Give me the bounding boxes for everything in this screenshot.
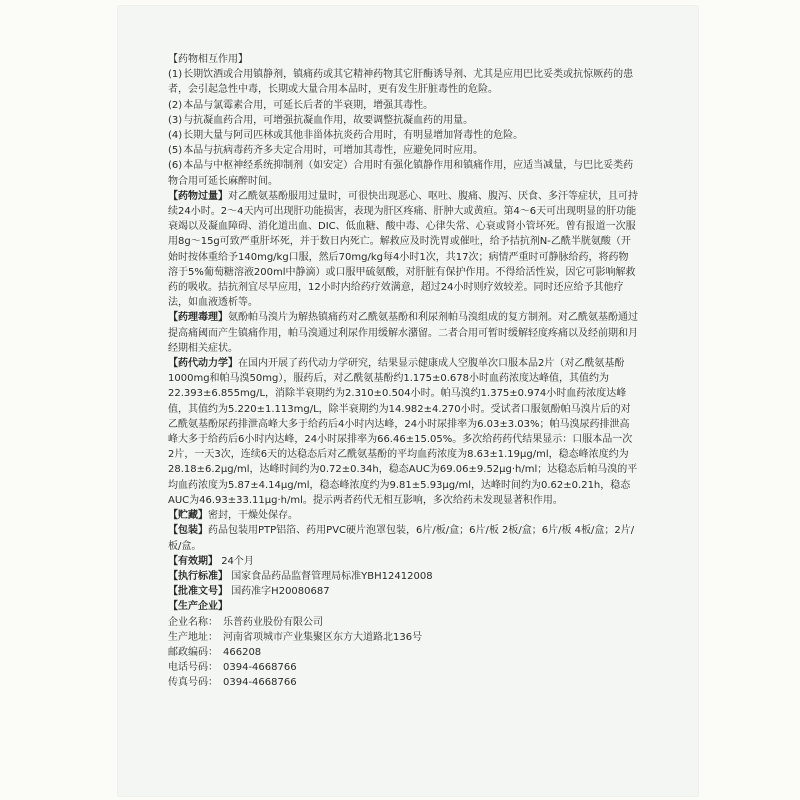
item-number: (1) xyxy=(168,69,183,81)
storage-title: 【贮藏】 xyxy=(168,510,208,522)
packaging-section xyxy=(168,523,638,553)
row-label: 电话号码： xyxy=(168,662,218,674)
manufacturer-row xyxy=(168,675,638,690)
row-value: 0394-4668766 xyxy=(223,677,297,689)
row-label: 邮政编码： xyxy=(168,646,218,658)
manufacturer-row xyxy=(168,660,638,675)
pharmacology-text: 氨酚帕马溴片为解热镇痛药对乙酰氨基酚和利尿剂帕马溴组成的复方制剂。对乙酰氨基酚通过提高痛阈而产生镇痛作用，帕马溴通过利尿作用缓解水潴留。二者合用可暂时缓解轻度疼痛以及经前期和月经期相关症状。 xyxy=(168,312,638,354)
pharmacology-section xyxy=(168,310,638,356)
manufacturer-title: 【生产企业】 xyxy=(168,601,228,613)
row-value: 河南省项城市产业集聚区东方大道路北136号 xyxy=(223,631,423,643)
item-number: (2) xyxy=(168,99,183,111)
interactions-title: 【药物相互作用】 xyxy=(168,54,248,65)
item-number: (4) xyxy=(168,130,183,142)
row-label: 传真号码： xyxy=(168,677,218,689)
validity-section xyxy=(168,554,638,569)
row-value: 0394-4668766 xyxy=(223,662,297,674)
packaging-text: 药品包装用PTP铝箔、药用PVC硬片泡罩包装，6片/板/盒；6片/板 2板/盒；6片/板 4板/盒；2片/板/盒。 xyxy=(168,525,635,552)
item-number: (5) xyxy=(168,145,183,157)
interaction-item xyxy=(168,143,638,158)
item-text: 与抗凝血药合用，可增强抗凝血作用，故要调整抗凝血药的用量。 xyxy=(183,114,474,126)
interactions-list xyxy=(168,67,638,189)
manufacturer-row xyxy=(168,630,638,645)
item-number: (3) xyxy=(168,114,183,126)
row-value: 466208 xyxy=(223,646,262,658)
interaction-item xyxy=(168,113,638,128)
approval-section xyxy=(168,584,638,599)
storage-section xyxy=(168,508,638,523)
leaflet-content xyxy=(168,52,638,691)
item-text: 本品与氯霉素合用，可延长后者的半衰期，增强其毒性。 xyxy=(183,99,434,111)
pharmacology-title: 【药理毒理】 xyxy=(168,312,228,324)
standard-text: 国家食品药品监督管理局标准YBH12412008 xyxy=(231,570,433,582)
pharmacokinetics-title: 【药代动力学】 xyxy=(168,358,238,370)
item-text: 本品与中枢神经系统抑制剂（如安定）合用时有强化镇静作用和镇痛作用，应适当减量，与巴比妥类药物合用可延长麻醉时间。 xyxy=(168,160,634,187)
pharmacokinetics-text: 在国内开展了药代动力学研究，结果显示健康成人空腹单次口服本品2片（对乙酰氨基酚1000mg和帕马溴50mg），服药后，对乙酰氨基酚约1.175±0.678小时血药浓度达峰值，其值约为22.393±6.855mg/L，消除半衰期约为2.310±0.504小时。帕马溴约1.375±0.974小时血药浓度达峰值，其值约为5.220±1.113mg/L，除半衰期约为14.982±4.270小时。受试者口服氨酚帕马溴片后的对乙酰氨基酚尿药排泄高峰大多于给药后4小时内达峰，24小时尿排率为6.03±3.03%；帕马溴尿药排泄高峰大多于给药后6小时内达峰，24小时尿排率为66.46±15.05%。多次给药药代结果显示：口服本品一次2片，一天3次，连续6天的达稳态后对乙酰氨基酚的平均血药浓度为8.63±1.19μg/ml，稳态峰浓度约为28.18±6.2μg/ml，达峰时间约为0.72±0.34h，稳态AUC为69.06±9.52μg·h/ml；达稳态后帕马溴的平均血药浓度为5.87±4.14μg/ml，稳态峰浓度约为9.81±5.93μg/ml，达峰时间约为0.62±0.21h，稳态AUC为46.93±33.11μg·h/ml。提示两者药代无相互影响，多次给药未发现显著积作用。 xyxy=(168,358,638,506)
approval-title: 【批准文号】 xyxy=(168,586,228,598)
storage-text: 密封，干燥处保存。 xyxy=(208,510,298,522)
pharmacokinetics-section xyxy=(168,356,638,508)
overdose-section xyxy=(168,189,638,311)
interaction-item xyxy=(168,98,638,113)
interaction-item xyxy=(168,158,638,188)
validity-title: 【有效期】 xyxy=(168,555,218,567)
standard-title: 【执行标准】 xyxy=(168,570,228,582)
validity-text: 24个月 xyxy=(221,555,254,567)
item-text: 长期大量与阿司匹林或其他非甾体抗炎药合用时，有明显增加肾毒性的危险。 xyxy=(183,130,524,142)
row-label: 企业名称： xyxy=(168,616,218,628)
approval-text: 国药准字H20080687 xyxy=(231,586,330,598)
row-value: 乐普药业股份有限公司 xyxy=(223,616,323,628)
manufacturer-row xyxy=(168,645,638,660)
manufacturer-row xyxy=(168,615,638,630)
item-text: 本品与抗病毒药齐多夫定合用时，可增加其毒性，应避免同时应用。 xyxy=(183,145,484,157)
interaction-item xyxy=(168,128,638,143)
standard-section xyxy=(168,569,638,584)
overdose-text: 对乙酰氨基酚服用过量时，可很快出现恶心、呕吐、腹痛、腹泻、厌食、多汗等症状，且可持续24小时。2～4天内可出现肝功能损害，表现为肝区疼痛、肝肿大或黄疸。第4～6天可出现明显的肝功能衰竭以及凝血障碍、消化道出血、DIC、低血糖、酸中毒、心律失常、心衰或肾小管坏死。曾有报道一次服用8g～15g可致严重肝坏死，并于数日内死亡。解救应及时洗胃或催吐，给予拮抗剂N-乙酰半胱氨酸（开始时按体重给予140mg/kg口服，然后70mg/kg每4小时1次，共17次；病情严重时可静脉给药，将药物溶于5%葡萄糖溶液200ml中静滴）或口服甲硫氨酸，对肝脏有保护作用。不得给活性炭，因它可影响解救药的吸收。拮抗剂宜尽早应用，12小时内给药疗效满意，超过24小时则疗效较差。同时还应给予其他疗法，如血液透析等。 xyxy=(168,190,638,309)
interaction-item xyxy=(168,67,638,97)
manufacturer-info xyxy=(168,615,638,691)
item-text: 长期饮酒或合用镇静剂，镇痛药或其它精神药物其它肝酶诱导剂、尤其是应用巴比妥类或抗惊厥药的患者，会引起急性中毒，长期或大量合用本品时，更有发生肝脏毒性的危险。 xyxy=(168,69,634,96)
item-number: (6) xyxy=(168,160,183,172)
overdose-title: 【药物过量】 xyxy=(168,190,228,202)
packaging-title: 【包装】 xyxy=(168,525,208,537)
row-label: 生产地址： xyxy=(168,631,218,643)
